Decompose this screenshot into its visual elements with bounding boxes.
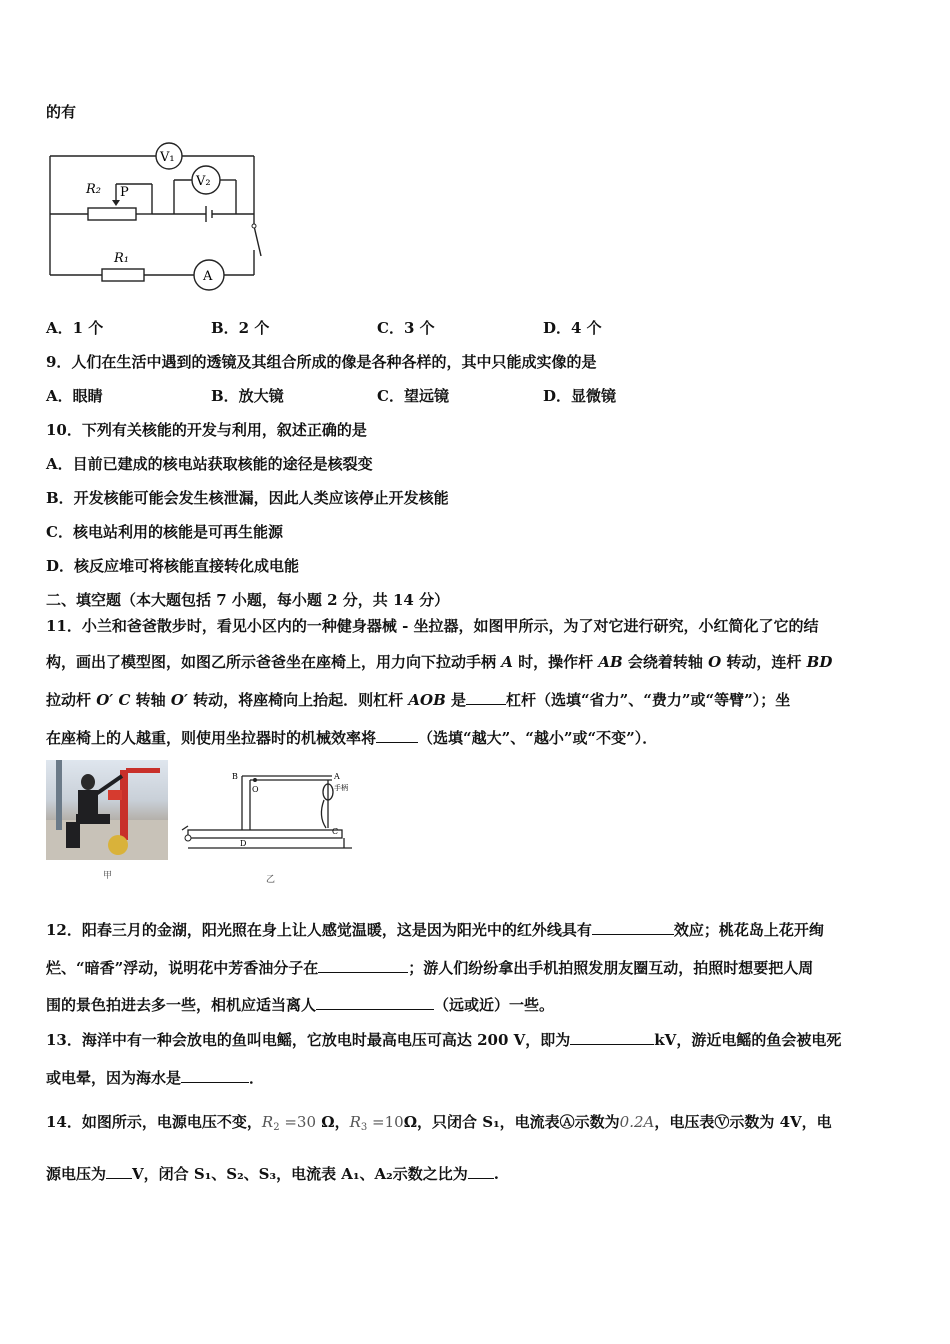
v2-label: V₂ xyxy=(196,174,211,189)
q10-stem: 10．下列有关核能的开发与利用，叙述正确的是 xyxy=(46,421,367,439)
q10-option-c: C．核电站利用的核能是可再生能源 xyxy=(46,523,283,541)
label-handle: 手柄 xyxy=(334,784,348,792)
q13-line-1: 13．海洋中有一种会放电的鱼叫电鳐，它放电时最高电压可高达 200 V，即为 kV，游近电鳐的鱼会被电死 xyxy=(46,1031,842,1049)
q9-option-d: D．显微镜 xyxy=(543,387,617,405)
circuit-diagram-1 xyxy=(46,138,276,293)
q13-blank-1[interactable] xyxy=(570,1030,654,1045)
q12-line-2: 烂、“暗香”浮动，说明花中芳香油分子在 ；游人们纷纷拿出手机拍照发朋友圈互动，拍照时想要把人周 xyxy=(46,959,814,977)
q12-blank-2[interactable] xyxy=(318,958,408,973)
r2-label: R₂ xyxy=(86,182,101,197)
q9-option-c: C．望远镜 xyxy=(377,387,449,405)
q12-blank-3[interactable] xyxy=(316,995,434,1010)
fig-jia-caption: 甲 xyxy=(103,871,113,881)
q9-option-a: A．眼睛 xyxy=(46,387,103,405)
q13-line-2: 或电晕，因为海水是 ． xyxy=(46,1069,265,1087)
label-a: A xyxy=(334,772,340,781)
label-o: O xyxy=(252,785,259,794)
p-label: P xyxy=(120,185,129,200)
v1-label: V₁ xyxy=(160,150,175,165)
label-d: D xyxy=(240,839,247,848)
q12-blank-1[interactable] xyxy=(592,920,674,935)
label-c: C xyxy=(332,827,339,836)
q9-stem: 9．人们在生活中遇到的透镜及其组合所成的像是各种各样的，其中只能成实像的是 xyxy=(46,353,597,371)
q9-option-b: B．放大镜 xyxy=(211,387,284,405)
q8-option-c: C．3 个 xyxy=(377,319,435,337)
fig-yi-caption: 乙 xyxy=(266,875,276,885)
r1-label: R₁ xyxy=(114,251,129,266)
q14-blank-1[interactable] xyxy=(106,1164,132,1179)
q11-line-2: 构，画出了模型图，如图乙所示爸爸坐在座椅上，用力向下拉动手柄 A 时，操作杆 AB 会绕着转轴 O 转动，连杆 BD xyxy=(46,653,833,671)
q11-blank-2[interactable] xyxy=(376,728,418,743)
q11-line-3: 拉动杆 O′ C 转轴 O′ 转动，将座椅向上抬起．则杠杆 AOB 是 杠杆（选填“省力”、“费力”或“等臂”）；坐 xyxy=(46,691,791,709)
intro-text: 的有 xyxy=(46,103,77,121)
q10-option-d: D．核反应堆可将核能直接转化成电能 xyxy=(46,557,300,575)
ammeter-label: A xyxy=(203,269,213,284)
q11-blank-1[interactable] xyxy=(466,690,506,705)
q10-option-a: A．目前已建成的核电站获取核能的途径是核裂变 xyxy=(46,455,373,473)
q14-blank-2[interactable] xyxy=(468,1164,494,1179)
fitness-equipment-photo xyxy=(46,760,168,860)
q8-option-b: B．2 个 xyxy=(211,319,270,337)
q14-line-1: 14．如图所示，电源电压不变，$R_2 =30$ Ω，$R_3 =10\Omega$，只闭合 S₁，电流表Ⓐ示数为0.2A，电压表Ⓥ示数为 4V，电 xyxy=(46,1113,832,1133)
q8-option-a: A．1 个 xyxy=(46,319,104,337)
label-b: B xyxy=(232,772,238,781)
q12-line-3: 围的景色拍进去多一些，相机应适当离人 （远或近）一些。 xyxy=(46,996,555,1014)
q11-line-4: 在座椅上的人越重，则使用坐拉器时的机械效率将 （选填“越大”、“越小”或“不变”）． xyxy=(46,729,658,747)
q12-line-1: 12．阳春三月的金湖，阳光照在身上让人感觉温暖，这是因为阳光中的红外线具有 效应；桃花岛上花开绚 xyxy=(46,921,824,939)
q13-blank-2[interactable] xyxy=(181,1068,249,1083)
q11-line-1: 11．小兰和爸爸散步时，看见小区内的一种健身器械 - 坐拉器，如图甲所示，为了对它进行研究，小红简化了它的结 xyxy=(46,617,819,635)
q14-line-2: 源电压为 V，闭合 S₁、S₂、S₃，电流表 A₁、A₂示数之比为 . xyxy=(46,1165,499,1183)
section-2-heading: 二、填空题（本大题包括 7 小题，每小题 2 分，共 14 分） xyxy=(46,591,450,609)
q10-option-b: B．开发核能可能会发生核泄漏，因此人类应该停止开发核能 xyxy=(46,489,449,507)
q8-option-d: D．4 个 xyxy=(543,319,602,337)
seat-puller-model-diagram xyxy=(180,768,360,866)
